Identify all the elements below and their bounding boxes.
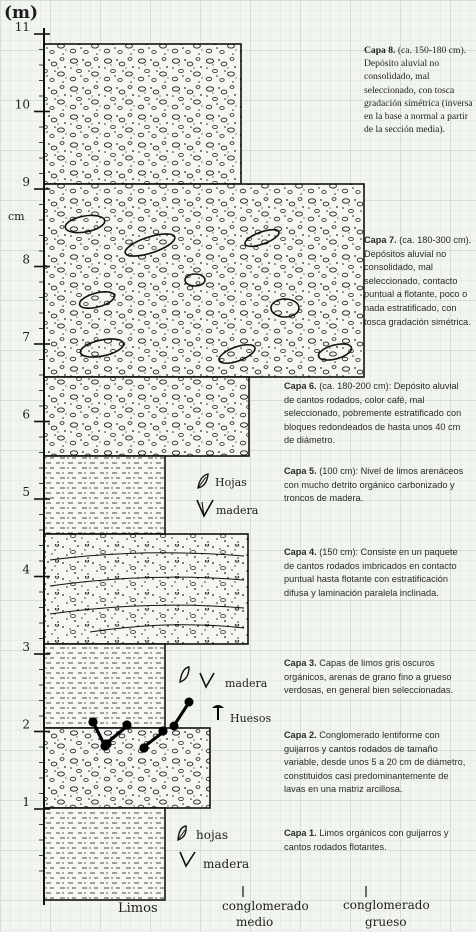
layer-5-text: (100 cm): Nivel de limos arenáceos con mucho detrito orgánico carbonizado y troncos de madera. bbox=[284, 466, 464, 504]
marker-madera-5: madera bbox=[216, 504, 259, 517]
layer-8-body bbox=[44, 44, 241, 184]
axis-tick-label-1: 1 bbox=[22, 795, 30, 809]
marker-madera-1: madera bbox=[203, 857, 250, 871]
layer-8-text: (ca. 150-180 cm). Depósito aluvial no consolidado, mal seleccionado, con tosca gradación simétrica (inversa en la base a normal a partir de la sección media). bbox=[364, 45, 473, 136]
layer-3-body bbox=[44, 644, 165, 728]
layer-6-title: Capa 6. bbox=[284, 381, 317, 391]
axis-tick-label-5: 5 bbox=[22, 485, 30, 499]
layer-1-description bbox=[284, 827, 470, 854]
layer-2-description bbox=[284, 729, 470, 797]
layer-7-body bbox=[44, 184, 364, 377]
layer-1-text: Limos orgánicos con guijarros y cantos rodados flotantes. bbox=[284, 828, 449, 852]
layer-4-description bbox=[284, 546, 470, 600]
layer-4-title: Capa 4. bbox=[284, 547, 317, 557]
layer-3-description bbox=[284, 657, 470, 698]
layer-3-text: Capas de limos gris oscuros orgánicos, arenas de grano fino a grueso verdosas, en general bien seleccionadas. bbox=[284, 658, 454, 696]
layer-6-body bbox=[44, 377, 249, 456]
axis-tick-label-10: 10 bbox=[14, 97, 30, 112]
layer-4-body bbox=[44, 534, 248, 644]
layer-5-description bbox=[284, 465, 470, 506]
grain-label-grueso-line1: conglomerado bbox=[343, 898, 430, 912]
layer-4-text: (150 cm): Consiste en un paquete de cantos rodados imbricados en contacto puntual hasta flotante con estratificación difusa y laminación paralela inclinada. bbox=[284, 547, 458, 598]
layer-8-title: Capa 8. bbox=[364, 45, 396, 56]
layer-6-description bbox=[284, 380, 470, 448]
layer-3-title: Capa 3. bbox=[284, 658, 317, 668]
axis-tick-label-2: 2 bbox=[22, 717, 30, 732]
layer-7-description bbox=[364, 234, 476, 329]
layer-7-text: (ca. 180-300 cm). Depósitos aluvial no consolidado, mal seleccionado, contacto puntual a flotante, poco o nada estratificado, con tosca gradación simétrica. bbox=[364, 235, 472, 327]
grain-label-limos: Limos bbox=[118, 901, 158, 916]
axis-tick-label-9: 9 bbox=[22, 175, 30, 189]
axis-tick-label-3: 3 bbox=[22, 640, 30, 654]
layer-1-body bbox=[44, 808, 165, 900]
axis-tick-label-6: 6 bbox=[22, 407, 30, 422]
layer-6-text: (ca. 180-200 cm): Depósito aluvial de cantos rodados, color café, mal seleccionado, pobremente estratificado con bloques redondeados de hasta unos 40 cm de diámetro. bbox=[284, 381, 462, 446]
axis-tick-label-4: 4 bbox=[22, 562, 30, 577]
grain-label-grueso-line2: grueso bbox=[365, 915, 407, 929]
grain-label-medio-line1: conglomerado bbox=[222, 899, 309, 913]
axis-cm-label: cm bbox=[8, 210, 25, 223]
axis-tick-label-8: 8 bbox=[22, 252, 30, 267]
grain-label-medio-line2: medio bbox=[236, 915, 274, 929]
layer-7-title: Capa 7. bbox=[364, 235, 397, 245]
axis-tick-label-11: 11 bbox=[14, 20, 30, 34]
marker-madera-3: madera bbox=[225, 677, 268, 690]
layer-2-title: Capa 2. bbox=[284, 730, 317, 740]
axis-unit-label: (m) bbox=[4, 3, 39, 23]
marker-hojas-1: hojas bbox=[196, 828, 228, 842]
layer-1-title: Capa 1. bbox=[284, 828, 317, 838]
layer-5-body bbox=[44, 456, 165, 534]
axis-tick-label-7: 7 bbox=[22, 330, 30, 344]
layer-5-title: Capa 5. bbox=[284, 466, 317, 476]
layer-8-description bbox=[364, 44, 476, 136]
layer-2-body bbox=[44, 728, 210, 808]
layer-2-text: Conglomerado lentiforme con guijarros y cantos rodados de tamaño variable, desde unos 5 a 20 cm de diámetro, constituidos casi predominantemente de lavas en una matriz arcillosa. bbox=[284, 730, 466, 795]
marker-huesos-3: Huesos bbox=[230, 712, 272, 725]
marker-hojas-5: Hojas bbox=[215, 476, 247, 489]
